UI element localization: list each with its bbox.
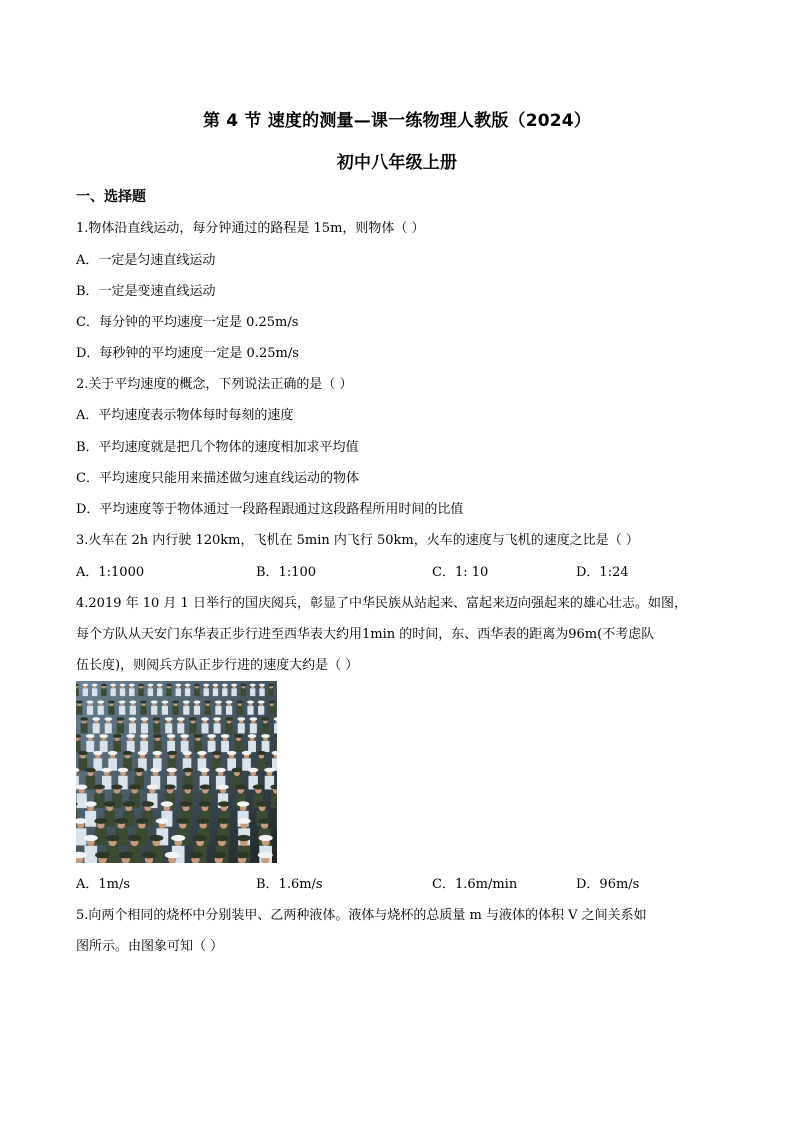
question-3-option-a: A．1:1000 [76,565,145,580]
question-1-option-c: C．每分钟的平均速度一定是 0.25m/s [76,315,299,330]
question-4-option-d: D．96m/s [576,877,640,892]
question-1-option-b: B．一定是变速直线运动 [76,284,216,299]
question-5-stem-line-2: 图所示。由图象可知（ ） [76,939,224,954]
question-2-option-c: C．平均速度只能用来描述做匀速直线运动的物体 [76,471,359,486]
question-4-stem-line-1: 4.2019 年 10 月 1 日举行的国庆阅兵，彰显了中华民族从站起来、富起来迈向强起来的雄心壮志。如图， [76,596,687,611]
question-5-stem-line-1: 5.向两个相同的烧杯中分别装甲、乙两种液体。液体与烧杯的总质量 m 与液体的体积 V 之间关系如 [76,908,647,923]
question-1-option-a: A．一定是匀速直线运动 [76,253,216,268]
question-1-option-d: D．每秒钟的平均速度一定是 0.25m/s [76,346,299,361]
parade-photo [76,681,277,863]
question-4-option-b: B．1.6m/s [256,877,323,892]
question-1-stem: 1.物体沿直线运动，每分钟通过的路程是 15m，则物体（ ） [76,221,425,236]
question-2-stem: 2.关于平均速度的概念，下列说法正确的是（ ） [76,377,353,392]
document-title: 第 4 节 速度的测量—课一练物理人教版（2024） [202,111,592,131]
question-4-stem-line-3: 伍长度)，则阅兵方队正步行进的速度大约是（ ） [76,658,359,673]
question-2-option-b: B．平均速度就是把几个物体的速度相加求平均值 [76,440,359,455]
question-3-option-c: C．1: 10 [432,565,489,580]
section-heading: 一、选择题 [76,189,146,205]
question-2-option-d: D．平均速度等于物体通过一段路程跟通过这段路程所用时间的比值 [76,502,464,517]
question-4-stem-line-2: 每个方队从天安门东华表正步行进至西华表大约用1min 的时间，东、西华表的距离为96m(不考虑队 [76,627,655,642]
question-3-stem: 3.火车在 2h 内行驶 120km，飞机在 5min 内飞行 50km，火车的速度与飞机的速度之比是（ ） [76,533,639,548]
question-3-option-d: D．1:24 [576,565,629,580]
question-3-option-b: B．1:100 [256,565,317,580]
question-2-option-a: A．平均速度表示物体每时每刻的速度 [76,408,294,423]
question-4-option-a: A．1m/s [76,877,131,892]
document-subtitle: 初中八年级上册 [336,153,458,173]
question-4-option-c: C．1.6m/min [432,877,518,892]
